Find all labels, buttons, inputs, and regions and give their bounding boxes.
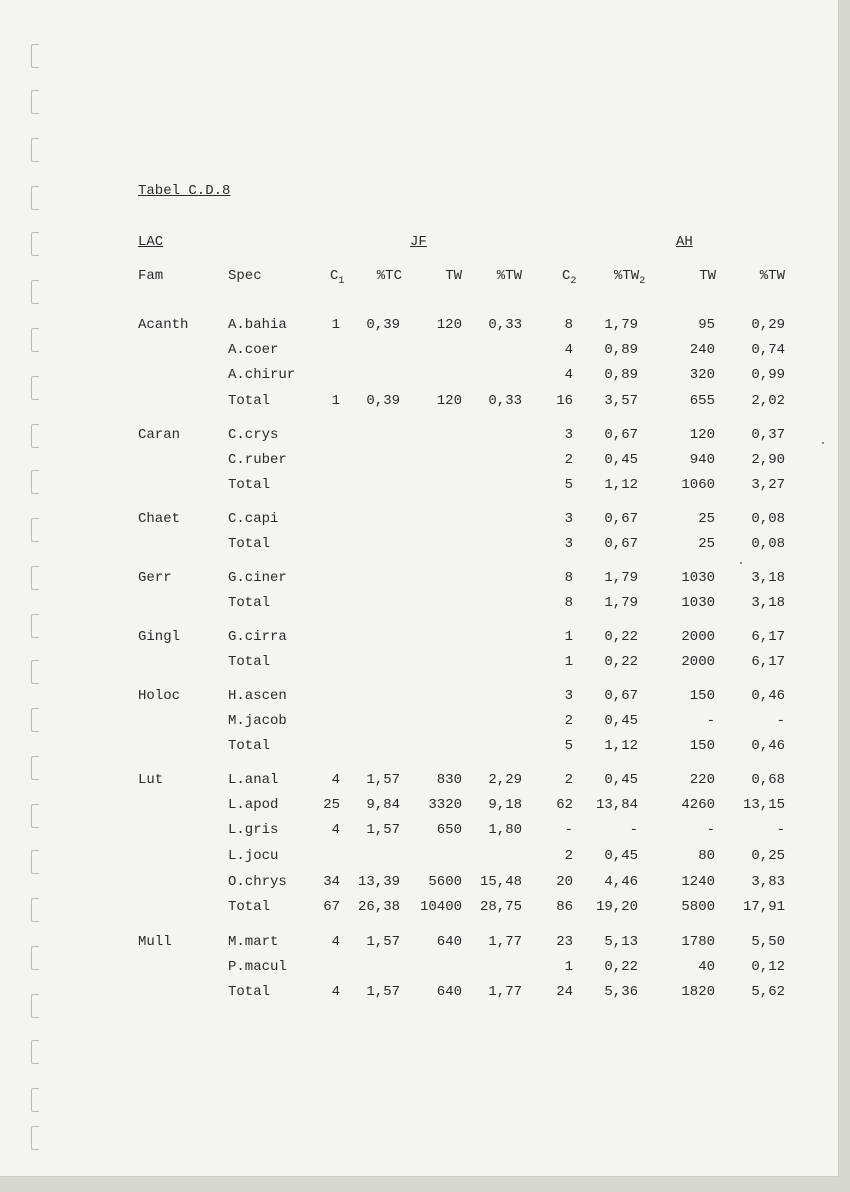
cell-c2: 5 bbox=[564, 477, 573, 493]
cell-c2: 2 bbox=[564, 848, 573, 864]
cell-ptw2: 1,79 bbox=[604, 595, 638, 611]
cell-tw: 830 bbox=[436, 772, 462, 788]
cell-ptw3: 5,50 bbox=[751, 934, 785, 950]
cell-c2: 16 bbox=[556, 393, 573, 409]
cell-c1: 1 bbox=[331, 317, 340, 333]
binder-hole bbox=[31, 90, 39, 114]
cell-c2: 86 bbox=[556, 899, 573, 915]
cell-spec: G.cirra bbox=[228, 629, 287, 645]
cell-ptw2: 13,84 bbox=[595, 797, 638, 813]
cell-tw2: 80 bbox=[698, 848, 715, 864]
cell-c2: 3 bbox=[564, 688, 573, 704]
cell-tw2: 150 bbox=[689, 688, 715, 704]
cell-spec: A.chirur bbox=[228, 367, 296, 383]
cell-c2: 2 bbox=[564, 772, 573, 788]
cell-ptw: 1,77 bbox=[488, 984, 522, 1000]
binder-hole bbox=[31, 470, 39, 494]
cell-c2: 8 bbox=[564, 570, 573, 586]
cell-tw2: 150 bbox=[689, 738, 715, 754]
cell-spec: L.jocu bbox=[228, 848, 279, 864]
cell-tw: 3320 bbox=[428, 797, 462, 813]
cell-spec: Total bbox=[228, 393, 271, 409]
cell-c1: 1 bbox=[331, 393, 340, 409]
binder-hole bbox=[31, 898, 39, 922]
cell-ptw3: 3,18 bbox=[751, 595, 785, 611]
cell-ptw3: 3,18 bbox=[751, 570, 785, 586]
cell-spec: Total bbox=[228, 899, 271, 915]
cell-tc: 0,39 bbox=[366, 317, 400, 333]
cell-c1: 4 bbox=[331, 822, 340, 838]
col-header-pct-tw2: $\%TW_2$ bbox=[614, 268, 646, 287]
cell-c2: 4 bbox=[564, 342, 573, 358]
cell-c1: 4 bbox=[331, 772, 340, 788]
cell-c1: 4 bbox=[331, 984, 340, 1000]
cell-tc: 1,57 bbox=[366, 984, 400, 1000]
cell-ptw3: 2,90 bbox=[751, 452, 785, 468]
cell-ptw: 0,33 bbox=[488, 393, 522, 409]
cell-spec: M.mart bbox=[228, 934, 279, 950]
cell-ptw3: 0,46 bbox=[751, 688, 785, 704]
cell-fam: Gerr bbox=[138, 570, 172, 586]
binder-hole bbox=[31, 660, 39, 684]
cell-c2: 23 bbox=[556, 934, 573, 950]
cell-ptw3: 0,25 bbox=[751, 848, 785, 864]
cell-ptw2: 5,36 bbox=[604, 984, 638, 1000]
cell-ptw2: 0,22 bbox=[604, 654, 638, 670]
cell-ptw3: 6,17 bbox=[751, 629, 785, 645]
cell-tw2: 1030 bbox=[681, 595, 715, 611]
binder-hole bbox=[31, 1040, 39, 1064]
cell-tc: 13,39 bbox=[357, 874, 400, 890]
group-header-ah: AH bbox=[676, 234, 693, 250]
cell-c1: 34 bbox=[323, 874, 340, 890]
cell-tw: 10400 bbox=[419, 899, 462, 915]
col-header-spec: Spec bbox=[228, 268, 262, 284]
cell-ptw2: 19,20 bbox=[595, 899, 638, 915]
cell-tw: 640 bbox=[436, 934, 462, 950]
cell-ptw: 28,75 bbox=[479, 899, 522, 915]
cell-tw2: 95 bbox=[698, 317, 715, 333]
cell-ptw2: 1,79 bbox=[604, 570, 638, 586]
cell-fam: Chaet bbox=[138, 511, 181, 527]
cell-tw2: 25 bbox=[698, 511, 715, 527]
cell-ptw3: 0,29 bbox=[751, 317, 785, 333]
cell-ptw2: 1,79 bbox=[604, 317, 638, 333]
cell-tw2: 5800 bbox=[681, 899, 715, 915]
cell-spec: A.bahia bbox=[228, 317, 287, 333]
cell-tw2: 320 bbox=[689, 367, 715, 383]
cell-ptw3: 0,99 bbox=[751, 367, 785, 383]
binder-hole bbox=[31, 424, 39, 448]
cell-ptw: 1,77 bbox=[488, 934, 522, 950]
cell-tw: 650 bbox=[436, 822, 462, 838]
cell-c2: 2 bbox=[564, 452, 573, 468]
cell-ptw: 1,80 bbox=[488, 822, 522, 838]
col-header-tw-jf: TW bbox=[445, 268, 462, 284]
cell-c2: 1 bbox=[564, 654, 573, 670]
cell-c2: 24 bbox=[556, 984, 573, 1000]
cell-tw2: 240 bbox=[689, 342, 715, 358]
cell-fam: Caran bbox=[138, 427, 181, 443]
cell-c2: 20 bbox=[556, 874, 573, 890]
cell-tc: 1,57 bbox=[366, 772, 400, 788]
binder-hole bbox=[31, 614, 39, 638]
cell-c2: 3 bbox=[564, 427, 573, 443]
binder-hole bbox=[31, 804, 39, 828]
cell-ptw3: - bbox=[776, 822, 785, 838]
cell-ptw2: 0,67 bbox=[604, 511, 638, 527]
cell-ptw2: 0,89 bbox=[604, 342, 638, 358]
cell-ptw3: 13,15 bbox=[742, 797, 785, 813]
cell-spec: M.jacob bbox=[228, 713, 287, 729]
cell-tw2: - bbox=[706, 713, 715, 729]
cell-c2: 4 bbox=[564, 367, 573, 383]
binder-hole bbox=[31, 138, 39, 162]
cell-spec: Total bbox=[228, 536, 271, 552]
cell-tw2: 655 bbox=[689, 393, 715, 409]
cell-fam: Acanth bbox=[138, 317, 189, 333]
cell-tw: 120 bbox=[436, 317, 462, 333]
cell-fam: Mull bbox=[138, 934, 172, 950]
cell-c1: 25 bbox=[323, 797, 340, 813]
cell-fam: Gingl bbox=[138, 629, 181, 645]
cell-ptw2: 0,45 bbox=[604, 452, 638, 468]
cell-tc: 1,57 bbox=[366, 822, 400, 838]
cell-ptw3: 3,83 bbox=[751, 874, 785, 890]
cell-spec: Total bbox=[228, 984, 271, 1000]
binder-hole bbox=[31, 566, 39, 590]
binder-hole bbox=[31, 1088, 39, 1112]
cell-tw: 640 bbox=[436, 984, 462, 1000]
cell-ptw2: 5,13 bbox=[604, 934, 638, 950]
cell-ptw3: 0,12 bbox=[751, 959, 785, 975]
cell-tw2: 40 bbox=[698, 959, 715, 975]
cell-tw2: 1240 bbox=[681, 874, 715, 890]
cell-tw2: - bbox=[706, 822, 715, 838]
binder-hole bbox=[31, 280, 39, 304]
cell-ptw2: 0,22 bbox=[604, 959, 638, 975]
cell-ptw3: 0,68 bbox=[751, 772, 785, 788]
col-header-c2: $C_2$ bbox=[562, 268, 577, 287]
binder-hole bbox=[31, 994, 39, 1018]
cell-spec: C.crys bbox=[228, 427, 279, 443]
col-header-fam: Fam bbox=[138, 268, 164, 284]
group-header-jf: JF bbox=[410, 234, 427, 250]
cell-ptw2: 3,57 bbox=[604, 393, 638, 409]
cell-tw2: 120 bbox=[689, 427, 715, 443]
binder-hole bbox=[31, 756, 39, 780]
cell-c1: 4 bbox=[331, 934, 340, 950]
col-header-pct-tc: %TC bbox=[376, 268, 402, 284]
cell-ptw: 9,18 bbox=[488, 797, 522, 813]
cell-ptw3: 0,08 bbox=[751, 536, 785, 552]
cell-ptw2: 1,12 bbox=[604, 477, 638, 493]
group-header-lac: LAC bbox=[138, 234, 164, 250]
cell-tw2: 940 bbox=[689, 452, 715, 468]
cell-tw2: 2000 bbox=[681, 654, 715, 670]
cell-c2: 8 bbox=[564, 595, 573, 611]
cell-c2: 62 bbox=[556, 797, 573, 813]
cell-ptw2: 0,89 bbox=[604, 367, 638, 383]
cell-spec: Total bbox=[228, 654, 271, 670]
cell-c2: - bbox=[564, 822, 573, 838]
cell-tw2: 220 bbox=[689, 772, 715, 788]
cell-ptw2: 0,67 bbox=[604, 536, 638, 552]
cell-spec: P.macul bbox=[228, 959, 287, 975]
cell-tw2: 1060 bbox=[681, 477, 715, 493]
cell-ptw3: 2,02 bbox=[751, 393, 785, 409]
cell-c2: 1 bbox=[564, 959, 573, 975]
cell-tw: 5600 bbox=[428, 874, 462, 890]
cell-spec: O.chrys bbox=[228, 874, 287, 890]
cell-c2: 1 bbox=[564, 629, 573, 645]
cell-ptw3: 0,37 bbox=[751, 427, 785, 443]
cell-tw2: 1030 bbox=[681, 570, 715, 586]
cell-ptw2: 0,67 bbox=[604, 688, 638, 704]
cell-spec: L.gris bbox=[228, 822, 279, 838]
cell-ptw3: - bbox=[776, 713, 785, 729]
cell-ptw3: 0,08 bbox=[751, 511, 785, 527]
cell-ptw2: 0,22 bbox=[604, 629, 638, 645]
cell-tw2: 25 bbox=[698, 536, 715, 552]
cell-spec: A.coer bbox=[228, 342, 279, 358]
binder-hole bbox=[31, 186, 39, 210]
binder-hole bbox=[31, 1126, 39, 1150]
paper-speck bbox=[740, 562, 742, 564]
table-title: Tabel C.D.8 bbox=[138, 183, 231, 199]
cell-ptw3: 5,62 bbox=[751, 984, 785, 1000]
cell-ptw2: - bbox=[629, 822, 638, 838]
cell-ptw3: 17,91 bbox=[742, 899, 785, 915]
cell-spec: C.ruber bbox=[228, 452, 287, 468]
cell-tc: 26,38 bbox=[357, 899, 400, 915]
cell-ptw2: 0,45 bbox=[604, 713, 638, 729]
binder-hole bbox=[31, 376, 39, 400]
cell-fam: Holoc bbox=[138, 688, 181, 704]
cell-tc: 0,39 bbox=[366, 393, 400, 409]
cell-ptw: 0,33 bbox=[488, 317, 522, 333]
cell-ptw2: 4,46 bbox=[604, 874, 638, 890]
cell-spec: Total bbox=[228, 738, 271, 754]
cell-tw2: 1780 bbox=[681, 934, 715, 950]
cell-ptw2: 0,67 bbox=[604, 427, 638, 443]
cell-ptw3: 6,17 bbox=[751, 654, 785, 670]
cell-c2: 5 bbox=[564, 738, 573, 754]
binder-hole bbox=[31, 708, 39, 732]
cell-spec: C.capi bbox=[228, 511, 279, 527]
binder-hole bbox=[31, 850, 39, 874]
cell-tw: 120 bbox=[436, 393, 462, 409]
binder-hole bbox=[31, 44, 39, 68]
col-header-tw-ah: TW bbox=[699, 268, 716, 284]
cell-ptw: 15,48 bbox=[479, 874, 522, 890]
cell-ptw3: 3,27 bbox=[751, 477, 785, 493]
cell-tw2: 2000 bbox=[681, 629, 715, 645]
col-header-c1: $C_1$ bbox=[330, 268, 345, 287]
cell-tw2: 1820 bbox=[681, 984, 715, 1000]
cell-ptw: 2,29 bbox=[488, 772, 522, 788]
cell-spec: L.apod bbox=[228, 797, 279, 813]
binder-hole bbox=[31, 946, 39, 970]
cell-spec: G.ciner bbox=[228, 570, 287, 586]
cell-fam: Lut bbox=[138, 772, 164, 788]
binder-hole bbox=[31, 328, 39, 352]
cell-ptw2: 1,12 bbox=[604, 738, 638, 754]
col-header-pct-tw-jf: %TW bbox=[496, 268, 522, 284]
cell-ptw2: 0,45 bbox=[604, 772, 638, 788]
cell-tc: 9,84 bbox=[366, 797, 400, 813]
cell-spec: H.ascen bbox=[228, 688, 287, 704]
paper-speck bbox=[822, 442, 824, 444]
binder-hole bbox=[31, 518, 39, 542]
cell-ptw3: 0,46 bbox=[751, 738, 785, 754]
cell-spec: L.anal bbox=[228, 772, 279, 788]
cell-c2: 3 bbox=[564, 511, 573, 527]
cell-tw2: 4260 bbox=[681, 797, 715, 813]
cell-spec: Total bbox=[228, 477, 271, 493]
col-header-pct-tw-ah: %TW bbox=[759, 268, 785, 284]
cell-tc: 1,57 bbox=[366, 934, 400, 950]
cell-spec: Total bbox=[228, 595, 271, 611]
cell-ptw3: 0,74 bbox=[751, 342, 785, 358]
cell-c1: 67 bbox=[323, 899, 340, 915]
cell-c2: 3 bbox=[564, 536, 573, 552]
cell-c2: 8 bbox=[564, 317, 573, 333]
cell-ptw2: 0,45 bbox=[604, 848, 638, 864]
binder-hole bbox=[31, 232, 39, 256]
cell-c2: 2 bbox=[564, 713, 573, 729]
